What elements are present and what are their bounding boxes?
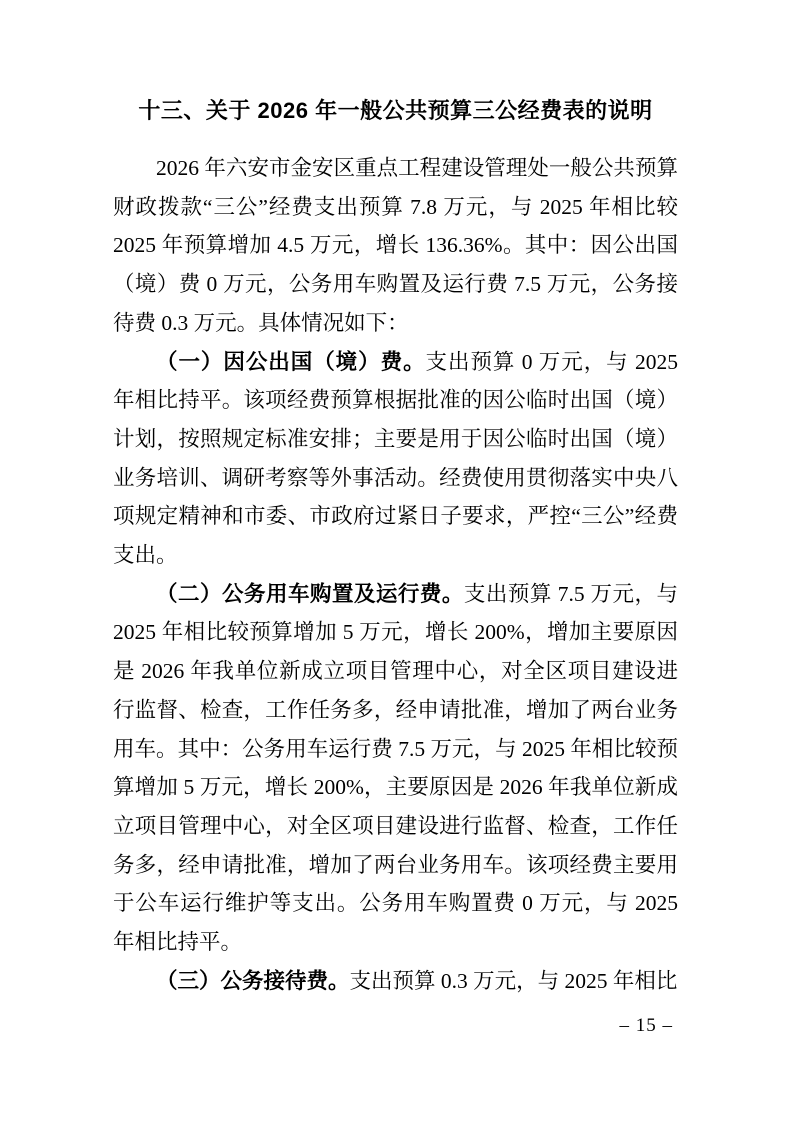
- document-title: 十三、关于 2026 年一般公共预算三公经费表的说明: [138, 98, 653, 123]
- paragraph-vehicle-fee-lead: （二）公务用车购置及运行费。: [156, 581, 464, 606]
- paragraph-reception-fee: [113, 962, 678, 1001]
- paragraph-abroad-fee-text: 支出预算 0 万元，与 2025 年相比持平。该项经费预算根据批准的因公临时出国（境）计划，按照规定标准安排；主要是用于因公临时出国（境）业务培训、调研考察等外事活动。经费使用贯彻落实中央八项规定精神和市委、市政府过紧日子要求，严控“三公”经费支出。: [113, 349, 678, 568]
- document-body: [113, 149, 678, 1000]
- paragraph-overview: [113, 149, 678, 343]
- paragraph-abroad-fee-lead: （一）因公出国（境）费。: [156, 349, 426, 374]
- paragraph-vehicle-fee: [113, 575, 678, 962]
- paragraph-vehicle-fee-text: 支出预算 7.5 万元，与 2025 年相比较预算增加 5 万元，增长 200%，增加主要原因是 2026 年我单位新成立项目管理中心，对全区项目建设进行监督、检查，工作任务多，经申请批准，增加了两台业务用车。其中：公务用车运行费 7.5 万元，与 2025 年相比较预算增加 5 万元，增长 200%，主要原因是 2026 年我单位新成立项目管理中心，对全区项目建设进行监督、检查，工作任务多，经申请批准，增加了两台业务用车。该项经费主要用于公车运行维护等支出。公务用车购置费 0 万元，与 2025 年相比持平。: [113, 581, 678, 955]
- paragraph-reception-fee-text: 支出预算 0.3 万元，与 2025 年相比: [349, 968, 678, 993]
- page-number: – 15 –: [619, 1015, 673, 1036]
- paragraph-overview-text: 2026 年六安市金安区重点工程建设管理处一般公共预算财政拨款“三公”经费支出预算 7.8 万元，与 2025 年相比较 2025 年预算增加 4.5 万元，增长 136.36%。其中：因公出国（境）费 0 万元，公务用车购置及运行费 7.5 万元，公务接待费 0.3 万元。具体情况如下：: [113, 156, 678, 335]
- paragraph-abroad-fee: [113, 343, 678, 575]
- paragraph-reception-fee-lead: （三）公务接待费。: [156, 968, 350, 993]
